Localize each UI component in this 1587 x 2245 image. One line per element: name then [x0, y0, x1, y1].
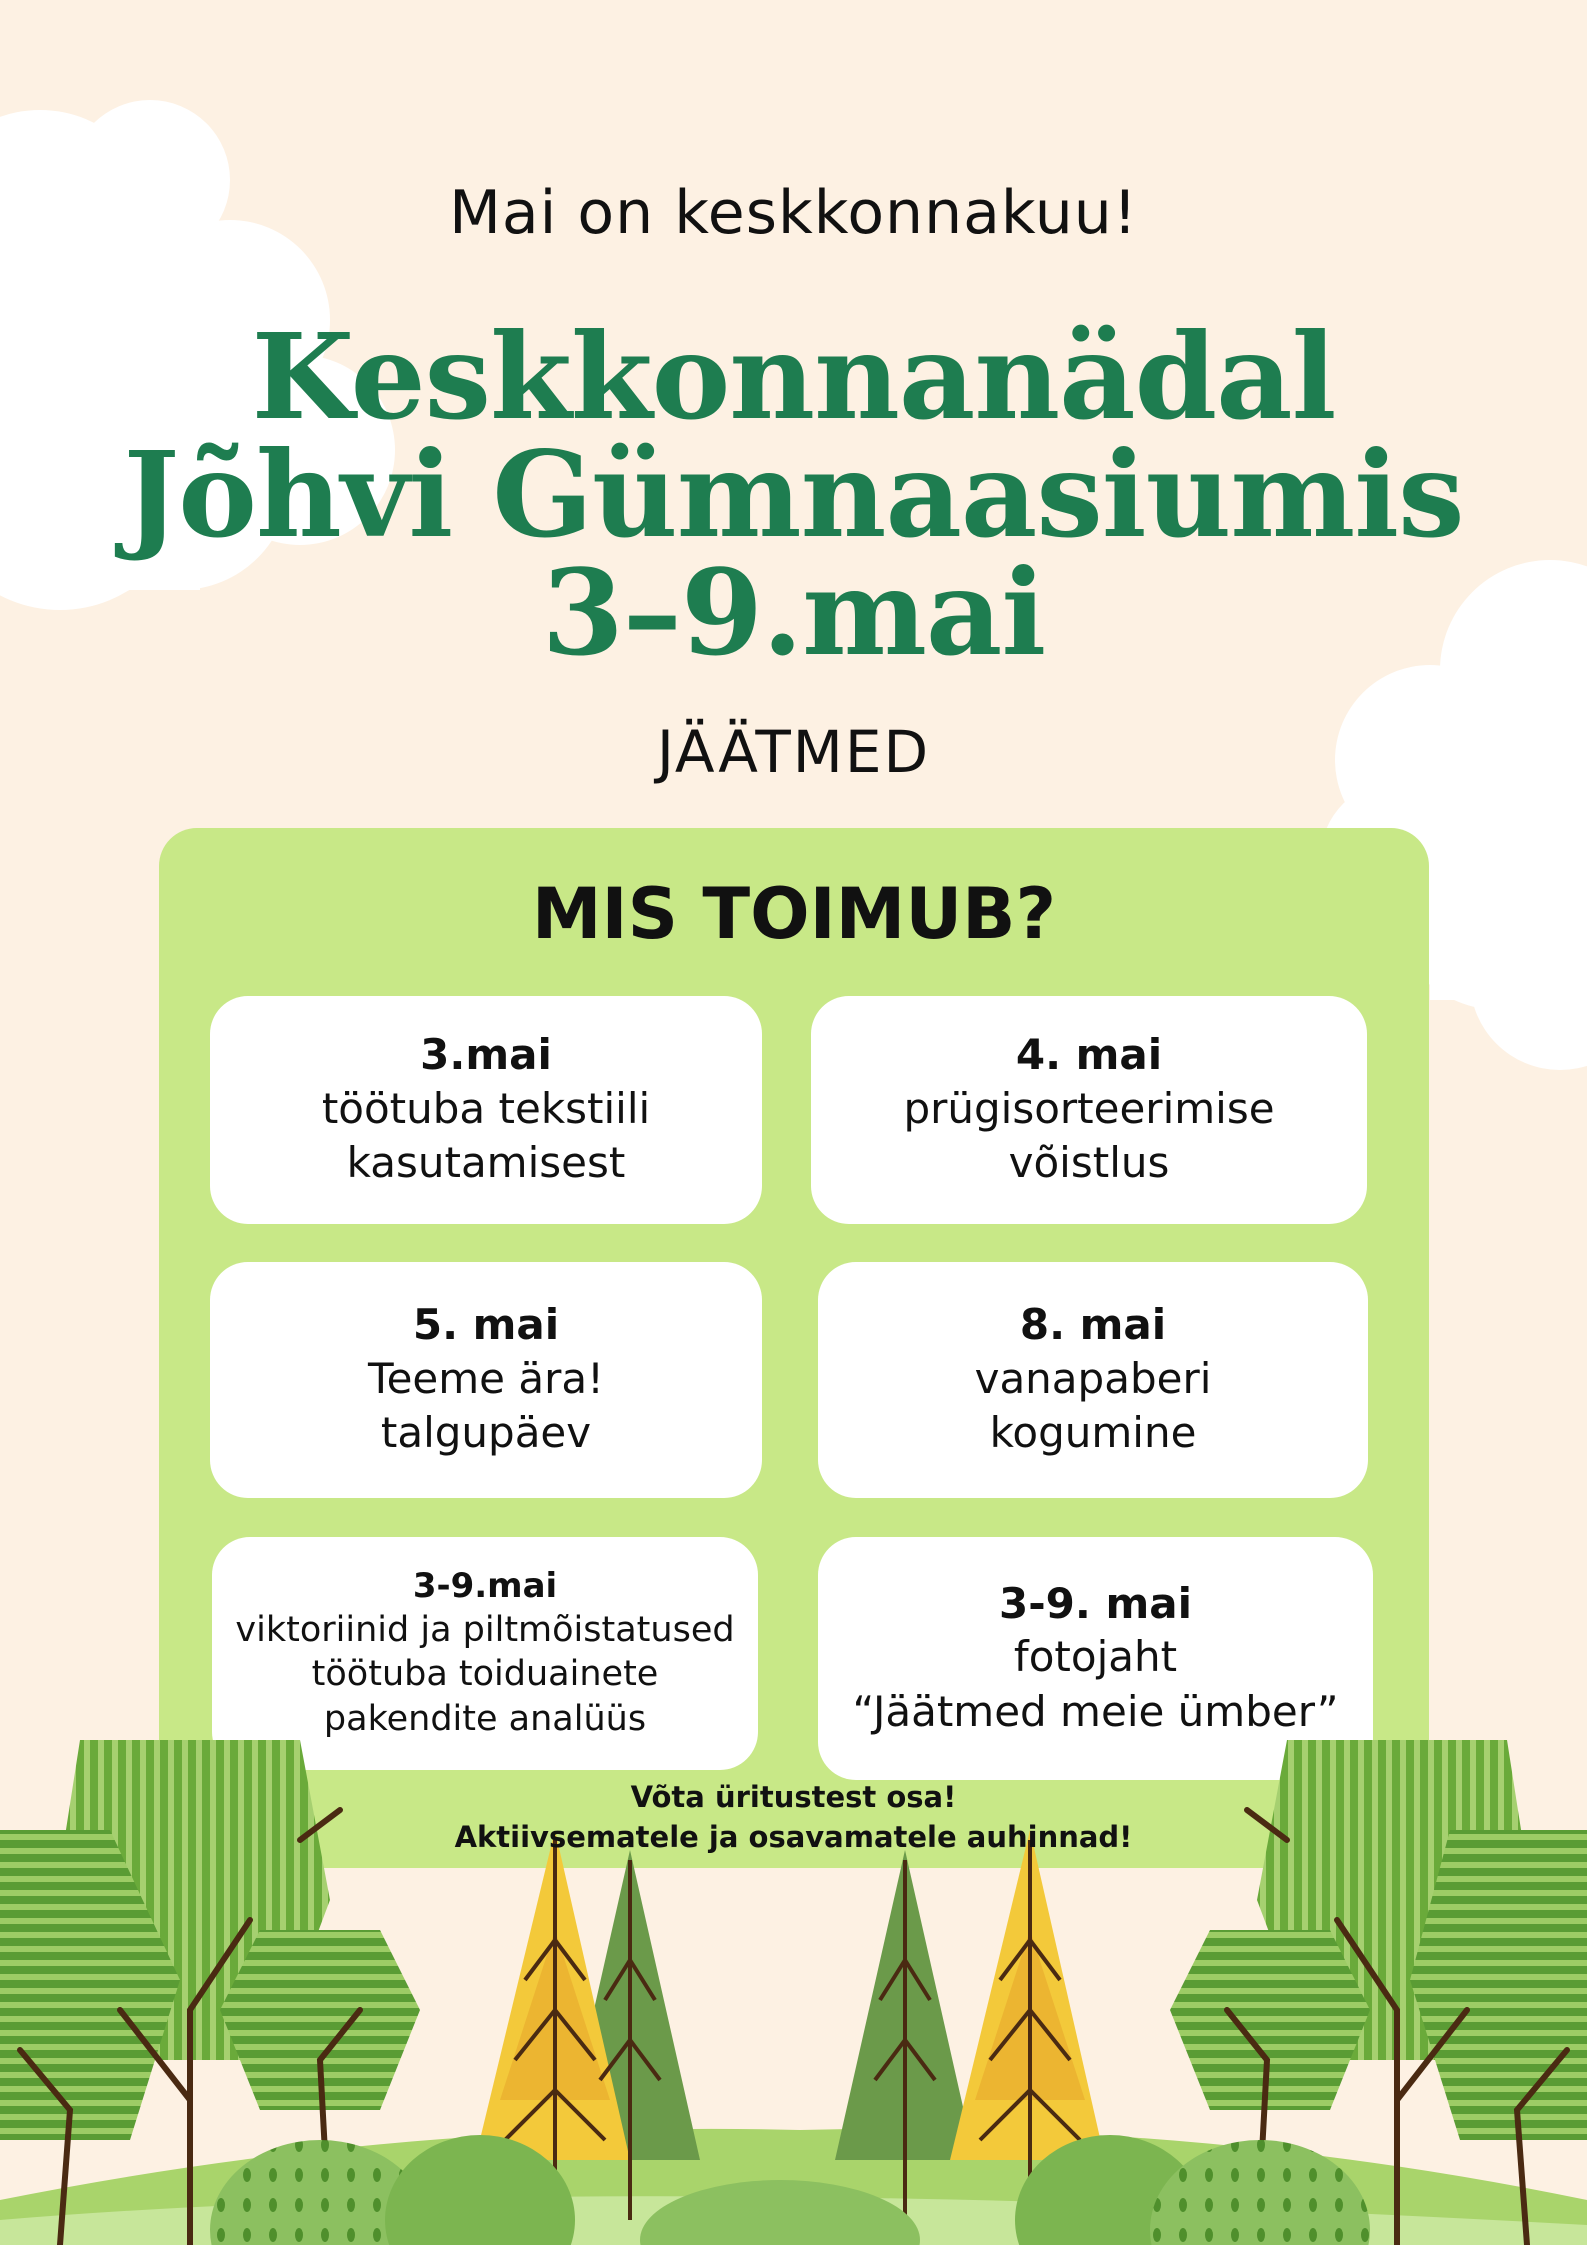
event-card [210, 996, 762, 1224]
footer-call-to-action: Võta üritustest osa! [630, 1780, 957, 1814]
event-date: 3.mai [420, 1030, 552, 1080]
event-description: töötuba tekstiili [321, 1083, 651, 1133]
event-description: töötuba toiduainete [311, 1654, 659, 1695]
event-description: talgupäev [380, 1408, 592, 1458]
event-description: fotojaht [1013, 1632, 1178, 1682]
event-date: 3-9.mai [412, 1566, 558, 1607]
event-description: pakendite analüüs [323, 1699, 647, 1740]
event-description: “Jäätmed meie ümber” [852, 1686, 1339, 1736]
event-description: vanapaberi [974, 1353, 1212, 1403]
title-line-3: 3–9.mai [541, 543, 1046, 682]
subtitle: Mai on keskkonnakuu! [449, 178, 1138, 248]
event-date: 5. mai [412, 1300, 560, 1350]
event-date: 4. mai [1015, 1030, 1163, 1080]
tree-landscape [0, 1680, 1587, 2245]
events-heading: MIS TOIMUB? [531, 873, 1057, 955]
event-description: viktoriinid ja piltmõistatused [235, 1609, 735, 1650]
title-line-1: Keskkonnanädal [251, 307, 1336, 446]
event-description: prügisorteerimise [903, 1083, 1275, 1133]
event-description: Teeme ära! [368, 1353, 604, 1403]
event-description: kasutamisest [346, 1138, 626, 1188]
topic-label: JÄÄTMED [656, 718, 931, 786]
event-date: 3-9. mai [999, 1578, 1192, 1628]
event-description: kogumine [989, 1408, 1197, 1458]
event-description: võistlus [1008, 1138, 1170, 1188]
footer-prizes-note: Aktiivsematele ja osavamatele auhinnad! [454, 1820, 1133, 1854]
title-line-2: Jõhvi Gümnaasiumis [123, 425, 1464, 564]
event-date: 8. mai [1019, 1300, 1167, 1350]
event-card [210, 1262, 762, 1498]
event-card [818, 1262, 1368, 1498]
event-card [811, 996, 1367, 1224]
